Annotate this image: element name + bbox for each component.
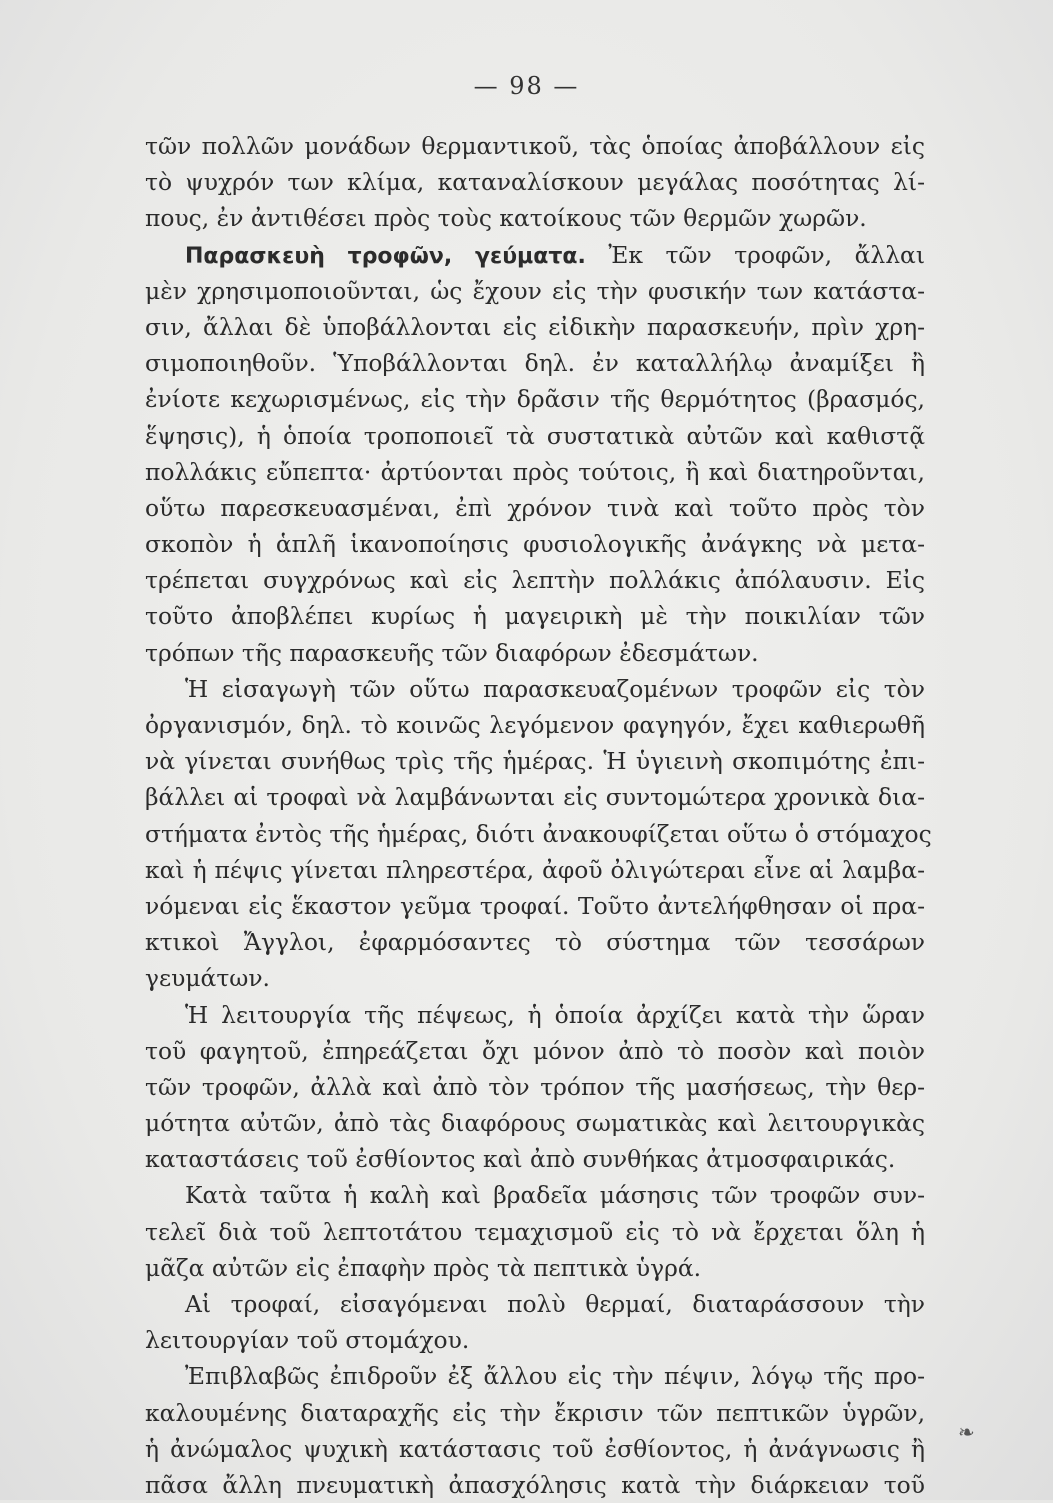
text-line: Ἡ εἰσαγωγὴ τῶν οὕτω παρασκευαζομένων τροφῶν εἰς τὸν (185, 674, 925, 703)
text-line: τῶν τροφῶν, ἀλλὰ καὶ ἀπὸ τὸν τρόπον τῆς μασήσεως, τὴν θερ- (145, 1072, 925, 1101)
text-line: κτικοὶ Ἄγγλοι, ἐφαρμόσαντες τὸ σύστημα τῶν τεσσάρων (145, 928, 925, 957)
text-line: μότητα αὐτῶν, ἀπὸ τὰς διαφόρους σωματικὰς καὶ λειτουργικὰς (145, 1109, 925, 1138)
text-line: μᾶζα αὐτῶν εἰς ἐπαφὴν πρὸς τὰ πεπτικὰ ὑγρά. (145, 1253, 702, 1282)
text-line: μὲν χρησιμοποιοῦνται, ὡς ἔχουν εἰς τὴν φυσικήν των κατάστα- (145, 276, 925, 305)
text-line: καλουμένης διαταραχῆς εἰς τὴν ἔκρισιν τῶν πεπτικῶν ὑγρῶν, (145, 1398, 925, 1427)
text-line: τρέπεται συγχρόνως καὶ εἰς λεπτὴν πολλάκις ἀπόλαυσιν. Εἰς (145, 566, 925, 595)
text-line: γευμάτων. (145, 964, 270, 993)
text-line: νὰ γίνεται συνήθως τρὶς τῆς ἡμέρας. Ἡ ὑγιεινὴ σκοπιμότης ἐπι- (145, 747, 925, 776)
text-line: Αἱ τροφαί, εἰσαγόμεναι πολὺ θερμαί, διαταράσσουν τὴν (185, 1290, 925, 1318)
page-number: — 98 — (473, 72, 580, 100)
text-line: τοῦ φαγητοῦ, ἐπηρεάζεται ὄχι μόνον ἀπὸ τὸ ποσὸν καὶ ποιὸν (145, 1036, 925, 1065)
text-line: βάλλει αἱ τροφαὶ νὰ λαμβάνωνται εἰς συντομώτερα χρονικὰ δια- (145, 783, 925, 812)
text-line: τῶν πολλῶν μονάδων θερμαντικοῦ, τὰς ὁποίας ἀποβάλλουν εἰς (145, 132, 925, 160)
text-line: οὕτω παρεσκευασμέναι, ἐπὶ χρόνον τινὰ καὶ τοῦτο πρὸς τὸν (145, 493, 925, 522)
text-line: σκοπὸν ἡ ἁπλῆ ἱκανοποίησις φυσιολογικῆς ἀνάγκης νὰ μετα- (145, 530, 925, 559)
text-line: πολλάκις εὔπεπτα· ἀρτύονται πρὸς τούτοις, ἢ καὶ διατηροῦνται, (145, 457, 925, 486)
text-line: Παρασκευὴ τροφῶν, γεύματα. Ἐκ τῶν τροφῶν, ἄλλαι (185, 240, 925, 269)
text-line: ἡ ἀνώμαλος ψυχικὴ κατάστασις τοῦ ἐσθίοντος, ἡ ἀνάγνωσις ἢ (145, 1434, 925, 1463)
text-line: σιν, ἄλλαι δὲ ὑποβάλλονται εἰς εἰδικὴν παρασκευήν, πρὶν χρη- (145, 312, 925, 341)
text-line: τὸ ψυχρόν των κλίμα, καταναλίσκουν μεγάλας ποσότητας λί- (145, 168, 925, 197)
text-line: τελεῖ διὰ τοῦ λεπτοτάτου τεμαχισμοῦ εἰς τὸ νὰ ἔρχεται ὅλη ἡ (145, 1217, 925, 1246)
text-line: ὀργανισμόν, δηλ. τὸ κοινῶς λεγόμενον φαγηγόν, ἔχει καθιερωθῆ (145, 711, 925, 739)
text-line: σιμοποιηθοῦν. Ὑποβάλλονται δηλ. ἐν καταλλήλῳ ἀναμίξει ἢ (145, 349, 925, 378)
text-line: Ἡ λειτουργία τῆς πέψεως, ἡ ὁποία ἀρχίζει κατὰ τὴν ὥραν (185, 1000, 925, 1029)
margin-ornament-icon: ❧ (958, 1420, 975, 1444)
text-line: πᾶσα ἄλλη πνευματικὴ ἀπασχόλησις κατὰ τὴν διάρκειαν τοῦ (145, 1470, 925, 1499)
text-line: τρόπων τῆς παρασκευῆς τῶν διαφόρων ἐδεσμάτων. (145, 638, 759, 667)
text-line: λειτουργίαν τοῦ στομάχου. (145, 1326, 470, 1355)
body-text (145, 128, 932, 1503)
text-line: καὶ ἡ πέψις γίνεται πληρεστέρα, ἀφοῦ ὀλιγώτεραι εἶνε αἱ λαμβα- (145, 855, 925, 884)
text-line: Κατὰ ταῦτα ἡ καλὴ καὶ βραδεῖα μάσησις τῶν τροφῶν συν- (185, 1181, 925, 1210)
text-line: στήματα ἐντὸς τῆς ἡμέρας, διότι ἀνακουφίζεται οὕτω ὁ στόμαχος (145, 819, 932, 848)
text-line: νόμεναι εἰς ἕκαστον γεῦμα τροφαί. Τοῦτο ἀντελήφθησαν οἱ πρα- (145, 891, 925, 920)
text-line: πους, ἐν ἀντιθέσει πρὸς τοὺς κατοίκους τῶν θερμῶν χωρῶν. (145, 204, 867, 233)
section-heading: Παρασκευὴ τροφῶν, γεύματα. (185, 243, 586, 269)
text-line: Ἐπιβλαβῶς ἐπιδροῦν ἐξ ἄλλου εἰς τὴν πέψιν, λόγῳ τῆς προ- (185, 1362, 925, 1391)
text-line: ἕψησις), ἡ ὁποία τροποποιεῖ τὰ συστατικὰ αὐτῶν καὶ καθιστᾷ (145, 421, 925, 450)
text-line: καταστάσεις τοῦ ἐσθίοντος καὶ ἀπὸ συνθήκας ἀτμοσφαιρικάς. (145, 1145, 896, 1174)
text-line: ἐνίοτε κεχωρισμένως, εἰς τὴν δρᾶσιν τῆς θερμότητος (βρασμός, (145, 385, 925, 414)
text-line: τοῦτο ἀποβλέπει κυρίως ἡ μαγειρικὴ μὲ τὴν ποικιλίαν τῶν (145, 602, 925, 631)
